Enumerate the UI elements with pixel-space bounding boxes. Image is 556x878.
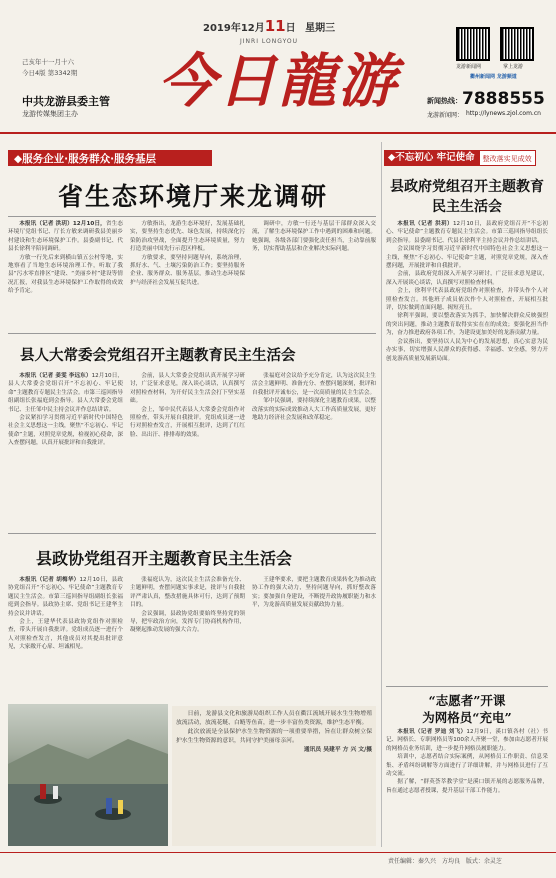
article4-p4: 会上，徐利平代表县政府党组作对照检查，并带头作个人对照检查发言。其他班子成员依次作个人对照检查，开展相互批评，切实做到直面问题、揭短亮丑。: [386, 288, 548, 312]
article1-p2: 方敏一行先后来到横山镇五公村等地，实地察看了当地生态环境治理工作，听取了我县“污水零直排区”建设、“美丽乡村”建设等情况汇报，对我县生态环境保护工作取得的成效给予肯定。: [8, 254, 123, 295]
column-divider: [381, 142, 382, 847]
section-banner-main: ◆不忘初心 牢记使命: [384, 150, 479, 166]
river-photo: [8, 704, 168, 846]
article3-col3: [252, 576, 376, 696]
article3-p1: 12月10日，县政协党组召开“不忘初心、牢记使命”主题教育专题民主生活会。市第三巡回指导组副组长张福庭到会指导。县政协主席、党组书记王建华主持会议并讲话。: [8, 577, 123, 617]
article4-p5: 徐利平强调，要以整改落实为抓手，加快解决群众反映强烈的突出问题，推动主题教育取得实实在在的成效；要强化担当作为，奋力推进政府各项工作，为建设更加美好的龙游贡献力量。: [386, 313, 548, 337]
article4-p6: 会议指出，要坚持以人民为中心的发展思想，真心实意为民办实事，切实增强人民群众的获得感、幸福感、安全感，努力开创龙游高质量发展新局面。: [386, 338, 548, 362]
divider: [8, 216, 376, 217]
article2-p3: 会前，县人大常委会党组认真开展学习研讨，广泛征求意见，深入谈心谈话，认真撰写对照检查材料，为开好民主生活会打下坚实基础。: [130, 373, 245, 405]
weekday: 星期三: [305, 23, 336, 34]
article1-col3: [252, 220, 376, 328]
article4-p2: 会议围绕学习贯彻习近平新时代中国特色社会主义思想这一主线，聚焦“不忘初心、牢记使命”主题，对照党章党规，深入查摆问题，开展批评和自我批评。: [386, 246, 548, 270]
article2-col2: [130, 372, 245, 528]
article4-p3: 会前，县政府党组深入开展学习研讨，广泛征求意见建议，深入开展谈心谈话，认真撰写对照检查材料。: [386, 271, 548, 286]
article5-byline: 本报讯（记者 罗迪 刘飞）: [397, 729, 467, 735]
hotline-number: 7888555: [462, 89, 545, 109]
article2-col1: [8, 372, 123, 528]
article5-headline-1: “志愿者”开课: [428, 693, 506, 708]
publisher: 龙游传媒集团主办: [22, 110, 78, 118]
footer-credits: [388, 856, 502, 865]
article2-col3: [252, 372, 376, 528]
article4-title: 县政府党组召开主题教育民主生活会: [390, 179, 544, 215]
qr1-label: 龙游新闻网: [456, 64, 482, 70]
article1-p3: 方敏指出，龙游生态环境好，发展基础扎实，要坚持生态优先、绿色发展，持续深化污染防治攻坚战，全面提升生态环境质量，努力打造美丽中国先行示范区样板。: [130, 221, 245, 253]
article1-col2: [130, 220, 245, 328]
issue-number: 今日4版 第3342期: [22, 69, 78, 77]
article3-byline: 本报讯（记者 胡梅华）: [19, 577, 80, 583]
article1-byline: 本报讯（记者 洪玥）12月10日，: [19, 221, 106, 227]
article5-headline-2: 为网格员“充电”: [422, 710, 512, 725]
newspaper-logo: 今日龍游: [158, 47, 399, 115]
qr2-label: 掌上龙游: [503, 64, 524, 70]
article1-col1: [8, 220, 123, 328]
date-day-suffix: 日: [285, 23, 296, 34]
article2-byline: 本报讯（记者 姜雯 李远东）: [19, 373, 92, 379]
masthead-date: [203, 17, 335, 35]
article3-p5: 会议强调，县政协党组要始终坚持党的领导，把牢政治方向，发挥专门协商机构作用，凝聚起推动发展的强大合力。: [130, 610, 245, 634]
article4-headline-1: [386, 176, 548, 216]
pinyin-name: JINRI LONGYOU: [240, 38, 299, 45]
divider: [386, 686, 548, 687]
article4-p1: 12月10日，县政府党组召开“不忘初心、牢记使命”主题教育专题民主生活会。市第三巡回指导组组长到会指导。县委副书记、代县长徐利平主持会议并作总结讲话。: [386, 221, 548, 244]
article2-headline: 县人大常委会党组召开主题教育民主生活会: [20, 347, 296, 364]
article4-byline: 本报讯（记者 洪玥）: [397, 221, 453, 227]
article5-p2: 培训中，志愿者结合实际案例，从网格员工作职责、信息采集、矛盾纠纷调解等方面进行了详细讲解，并与网格员进行了互动交流。: [386, 754, 548, 778]
article1-headline: 省生态环境厅来龙调研: [57, 182, 328, 211]
article2-p5: 张福庭对会议给予充分肯定，认为这次民主生活会主题鲜明、准备充分、查摆问题深刻，批评和自我批评开诚布公，是一次高质量的民主生活会。: [252, 373, 376, 396]
date-text: 2019年12月: [203, 23, 265, 34]
article5-p1: 12月9日，溪口镇各村（社）书记、网格长、专职网格员等100余人齐聚一堂，参加由志愿者开展的网格员业务培训，进一步提升网格员履职能力。: [386, 729, 548, 752]
article5-body: [386, 728, 548, 846]
hotline-label: 新闻热线：: [427, 97, 462, 105]
section-banner: [384, 150, 548, 166]
photo-credit: 通讯员 吴建平 方 兴 文/摄: [303, 747, 372, 753]
footer-layout: 方均良: [441, 858, 460, 865]
article5-p3: 据了解，“群英荟萃教学堂”是溪口镇开展的志愿服务品牌，旨在通过志愿者授课，提升基层干部工作能力。: [386, 779, 548, 794]
article3-col1: [8, 576, 123, 696]
masthead-divider: [0, 132, 556, 134]
divider: [8, 333, 376, 334]
article3-headline: 县政协党组召开主题教育民主生活会: [36, 549, 293, 568]
photo-caption: [172, 706, 376, 846]
qr-code-news-site: [456, 27, 490, 61]
article2-p6: 邹中民强调，要持续深化主题教育成果，以整改落实的实际成效推动人大工作高质量发展，更好地助力经济社会发展和改革稳定。: [252, 398, 376, 422]
divider: [8, 533, 376, 534]
article2-p1: 12月10日，县人大常委会党组召开“不忘初心、牢记使命”主题教育专题民主生活会。市第三巡回指导组副组长张福庭到会指导。县人大常委会党组书记、主任邹中民主持会议并作总结讲话。: [8, 373, 123, 413]
site-label: 龙游新闻网：: [427, 112, 464, 119]
footer-divider: [0, 852, 556, 853]
masthead: [0, 0, 556, 132]
article3-p4: 王建华要求，要把主题教育成果转化为推动政协工作的强大动力，坚持问题导向，抓好整改落实；要加强自身建设，不断提升政协履职能力和水平，为龙游高质量发展贡献政协力量。: [252, 577, 376, 609]
article3-col2: [130, 576, 245, 696]
qr-code-app: [500, 27, 534, 61]
article3-p3: 张福庭认为，这次民主生活会准备充分、主题鲜明，查摆问题实事求是，批评与自我批评严肃认真，整改措施具体可行，达到了预期目的。: [130, 577, 245, 609]
article3-p2: 会上，王建华代表县政协党组作对照检查，带头开展自我批评。党组成员逐一进行个人对照检查发言，其他成员对其提出批评意见，大家敞开心扉、坦诚相见。: [8, 619, 123, 651]
lunar-date: 己亥年十一月十六: [22, 58, 74, 66]
article2-p4: 会上，邹中民代表县人大常委会党组作对照检查，带头开展自我批评。党组成员逐一进行对照检查发言，开展相互批评，达到了红红脸、出出汗、排排毒的效果。: [130, 406, 245, 438]
footer-proof: 版式：余灵芝: [465, 858, 502, 865]
photo-scene: [8, 704, 168, 846]
article4-body: [386, 220, 548, 520]
photo-caption-p2: 此次放流是全县保护水生生物资源的一项重要举措，旨在让群众树立保护水生生物资源的意识，共同守护美丽母亲河。: [176, 729, 372, 744]
photo-caption-p1: 日前，龙游县文化和旅游局组织工作人员在衢江流域开展水生生物增殖放流活动，放流花鲢、白鲢等鱼苗，进一步丰富鱼类资源，维护生态平衡。: [176, 711, 372, 726]
article1-p5: 方敏要求，要坚持问题导向，系统治理，抓好水、气、土壤污染防治工作；要坚持服务企业、服务群众、服务基层，推动生态环境保护与经济社会发展互促共进。: [130, 254, 245, 286]
article1-p4: 调研中，方敏一行还与基层干部群众深入交流，了解生态环境保护工作中遇到的困难和问题。她强调，各级各部门要强化责任担当，主动靠前服务，切实帮助基层和企业解决实际问题。: [252, 221, 376, 253]
footer-editor: 责任编辑：秦久兴: [388, 858, 437, 865]
partner-badge: 衢州新闻网 龙游频道: [470, 74, 517, 80]
site-url: http://lynews.zjol.com.cn: [466, 110, 541, 117]
article2-p2: 会议紧扣学习贯彻习近平新时代中国特色社会主义思想这一主线，聚焦“不忘初心、牢记使命”主题，对照党章党规，检视初心使命，深入查摆问题，认真开展批评和自我批评。: [8, 415, 123, 447]
service-banner: ◆服务企业·服务群众·服务基层: [8, 150, 212, 166]
article1-p1: 省生态环境厅党组书记、厅长方敏来调研我县美丽乡村建设和生态环境保护工作。县委副书记、代县长徐利平陪同调研。: [8, 221, 123, 253]
date-day: 11: [264, 17, 286, 35]
sponsor: 中共龙游县委主管: [22, 95, 110, 108]
section-banner-sub: 整改落实见成效: [479, 150, 536, 166]
